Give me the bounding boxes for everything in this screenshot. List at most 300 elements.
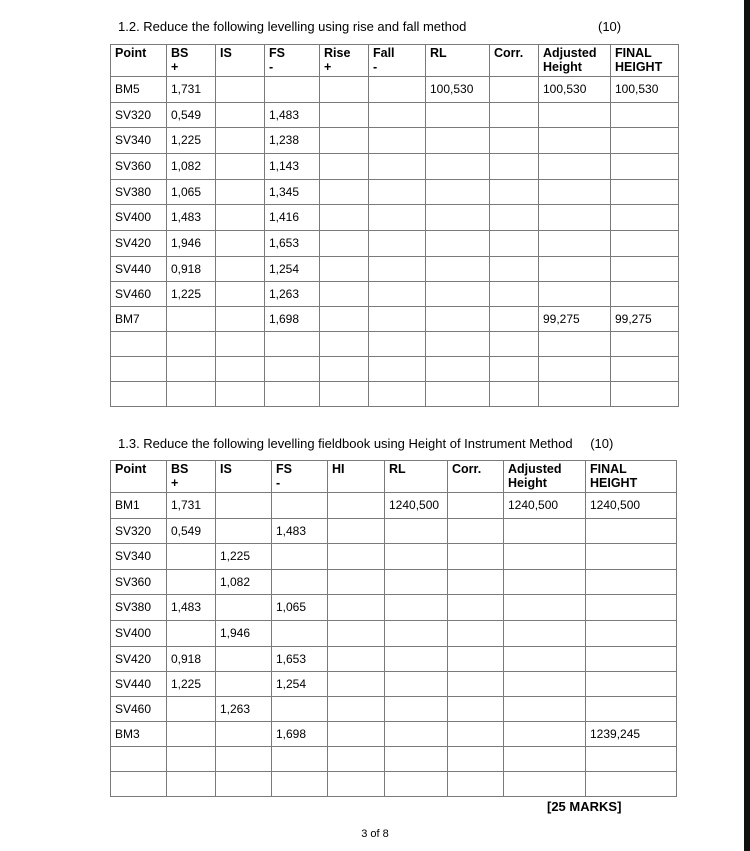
table-cell — [611, 332, 679, 357]
section2-title-text: 1.3. Reduce the following levelling fieldbook using Height of Instrument Method — [118, 436, 573, 451]
table-row — [111, 722, 677, 747]
table-cell — [328, 621, 385, 647]
table-cell — [426, 332, 490, 357]
table-cell — [385, 747, 448, 772]
table-cell — [320, 257, 369, 282]
table-cell — [490, 205, 539, 231]
table-cell — [216, 672, 272, 697]
table-cell — [426, 282, 490, 307]
table-cell — [320, 103, 369, 128]
table-cell — [586, 570, 677, 595]
column-header — [369, 45, 426, 77]
table-cell — [216, 103, 265, 128]
table-cell — [539, 257, 611, 282]
table-cell: 1,731 — [167, 77, 216, 103]
table-cell — [216, 332, 265, 357]
table-cell — [320, 128, 369, 154]
column-header — [611, 45, 679, 77]
table-cell — [611, 103, 679, 128]
table-cell — [448, 621, 504, 647]
table-cell — [369, 154, 426, 180]
column-header — [328, 461, 385, 493]
column-header-label: Rise — [324, 46, 351, 60]
table-cell — [426, 154, 490, 180]
table-cell — [586, 595, 677, 621]
table-cell — [611, 154, 679, 180]
column-header-sublabel: - — [269, 60, 274, 74]
table-cell — [385, 772, 448, 797]
table-cell: 1240,500 — [586, 493, 677, 519]
table-cell — [320, 307, 369, 332]
table-cell — [539, 357, 611, 382]
table-cell — [448, 519, 504, 544]
table-cell: SV400 — [111, 205, 167, 231]
table-cell — [448, 722, 504, 747]
table-header-row — [111, 45, 679, 77]
table-cell — [216, 519, 272, 544]
column-header — [265, 45, 320, 77]
table-row — [111, 747, 677, 772]
table-cell — [328, 544, 385, 570]
table-cell — [111, 747, 167, 772]
table-cell: 0,549 — [167, 103, 216, 128]
table-cell — [369, 357, 426, 382]
column-header-sublabel: + — [171, 476, 179, 490]
table-cell — [490, 357, 539, 382]
table-cell — [369, 77, 426, 103]
table-cell — [216, 747, 272, 772]
table-cell — [490, 307, 539, 332]
table-cell — [385, 647, 448, 672]
table-cell — [586, 519, 677, 544]
table-cell — [611, 357, 679, 382]
table-cell: BM3 — [111, 722, 167, 747]
table-cell — [320, 332, 369, 357]
column-header — [448, 461, 504, 493]
table-cell — [490, 282, 539, 307]
column-header-label: FINAL — [615, 46, 652, 60]
table-cell — [586, 647, 677, 672]
table-cell — [216, 307, 265, 332]
table-cell: SV460 — [111, 282, 167, 307]
table-cell — [586, 747, 677, 772]
table-cell — [539, 154, 611, 180]
table-cell — [504, 621, 586, 647]
column-header — [504, 461, 586, 493]
table-cell — [586, 544, 677, 570]
column-header-label: Adjusted — [508, 462, 562, 476]
table-cell — [369, 382, 426, 407]
table-cell — [167, 747, 216, 772]
table-cell: 100,530 — [539, 77, 611, 103]
table-cell — [216, 180, 265, 205]
table-cell: 0,918 — [167, 257, 216, 282]
table-row — [111, 544, 677, 570]
table-cell — [426, 257, 490, 282]
table-cell: 1,082 — [216, 570, 272, 595]
table-row — [111, 128, 679, 154]
table-cell: 0,549 — [167, 519, 216, 544]
table-cell — [504, 595, 586, 621]
table-cell: SV380 — [111, 180, 167, 205]
table-cell — [504, 519, 586, 544]
table-cell — [167, 570, 216, 595]
column-header-sublabel: + — [324, 60, 332, 74]
table-cell: 1,483 — [272, 519, 328, 544]
column-header-label: BS — [171, 462, 189, 476]
table-cell — [504, 722, 586, 747]
table-cell — [216, 595, 272, 621]
table-row — [111, 205, 679, 231]
table-row — [111, 493, 677, 519]
table-cell — [426, 180, 490, 205]
section2-title — [118, 436, 613, 451]
table-cell — [265, 77, 320, 103]
table-cell — [385, 544, 448, 570]
table-cell — [426, 307, 490, 332]
table-cell — [611, 231, 679, 257]
table-cell — [328, 519, 385, 544]
section1-marks: (10) — [598, 19, 622, 34]
table-cell — [490, 257, 539, 282]
table-row — [111, 647, 677, 672]
column-header — [385, 461, 448, 493]
table-cell — [504, 570, 586, 595]
table-cell: SV440 — [111, 257, 167, 282]
table-row — [111, 332, 679, 357]
table-cell — [426, 128, 490, 154]
table-cell — [216, 647, 272, 672]
page-edge — [744, 0, 750, 851]
table-cell — [539, 332, 611, 357]
table-cell — [272, 747, 328, 772]
table-cell — [385, 697, 448, 722]
table-cell: 1239,245 — [586, 722, 677, 747]
table-cell — [369, 257, 426, 282]
table-cell — [369, 205, 426, 231]
table-cell — [167, 307, 216, 332]
table-cell — [111, 772, 167, 797]
table-cell — [490, 231, 539, 257]
table-row — [111, 595, 677, 621]
section1-title-text: 1.2. Reduce the following levelling using rise and fall method — [118, 19, 467, 34]
table-cell: 1,263 — [216, 697, 272, 722]
table-cell — [265, 332, 320, 357]
table-cell — [167, 357, 216, 382]
column-header-label: Adjusted — [543, 46, 597, 60]
column-header-sublabel: HEIGHT — [615, 60, 663, 74]
column-header-label: Point — [115, 46, 147, 60]
table-cell — [216, 231, 265, 257]
table-cell: 1240,500 — [504, 493, 586, 519]
section2-marks: (10) — [590, 436, 614, 451]
table-cell — [320, 77, 369, 103]
table-cell — [611, 205, 679, 231]
table-cell — [167, 332, 216, 357]
table-cell: SV320 — [111, 519, 167, 544]
table-cell — [385, 595, 448, 621]
table-cell — [216, 382, 265, 407]
table-cell — [426, 231, 490, 257]
table-cell — [320, 180, 369, 205]
table-cell: 1,143 — [265, 154, 320, 180]
table-cell — [272, 621, 328, 647]
table-cell — [272, 570, 328, 595]
table-cell: 99,275 — [539, 307, 611, 332]
table-cell: SV460 — [111, 697, 167, 722]
table-cell — [369, 128, 426, 154]
height-of-instrument-table — [110, 460, 677, 797]
table-cell: 1,483 — [167, 205, 216, 231]
table-cell — [448, 544, 504, 570]
table-cell: 1,065 — [167, 180, 216, 205]
column-header-sublabel: - — [276, 476, 281, 490]
table-cell — [448, 647, 504, 672]
table-cell: SV440 — [111, 672, 167, 697]
table-cell — [490, 103, 539, 128]
total-marks: [25 MARKS] — [547, 799, 622, 814]
table-cell — [320, 205, 369, 231]
table-cell — [320, 231, 369, 257]
table-cell — [167, 621, 216, 647]
table-cell: SV420 — [111, 231, 167, 257]
column-header-sublabel: HEIGHT — [590, 476, 638, 490]
table-cell: BM7 — [111, 307, 167, 332]
table-cell — [369, 231, 426, 257]
table-cell: SV340 — [111, 544, 167, 570]
column-header-label: FS — [276, 462, 292, 476]
table-cell — [426, 357, 490, 382]
column-header — [216, 461, 272, 493]
table-cell — [611, 128, 679, 154]
table-cell — [328, 647, 385, 672]
column-header-label: RL — [430, 46, 447, 60]
table-cell — [328, 570, 385, 595]
table-cell — [385, 570, 448, 595]
table-cell — [328, 493, 385, 519]
table-cell: 1,946 — [216, 621, 272, 647]
column-header — [111, 45, 167, 77]
table-cell: 1,416 — [265, 205, 320, 231]
column-header-label: Fall — [373, 46, 395, 60]
table-cell — [328, 772, 385, 797]
table-cell: 1,225 — [167, 282, 216, 307]
table-cell — [586, 697, 677, 722]
table-cell — [167, 722, 216, 747]
table-cell: 1,082 — [167, 154, 216, 180]
table-cell — [539, 382, 611, 407]
table-row — [111, 154, 679, 180]
table-cell — [216, 493, 272, 519]
column-header — [167, 461, 216, 493]
table-cell: 100,530 — [611, 77, 679, 103]
table-cell: 1,225 — [167, 128, 216, 154]
table-cell — [369, 307, 426, 332]
table-cell: 1,254 — [272, 672, 328, 697]
table-cell — [265, 357, 320, 382]
table-cell — [448, 672, 504, 697]
column-header-label: Corr. — [452, 462, 482, 476]
table-row — [111, 103, 679, 128]
table-cell — [586, 621, 677, 647]
table-cell: 1,653 — [265, 231, 320, 257]
column-header — [426, 45, 490, 77]
table-cell: BM1 — [111, 493, 167, 519]
column-header-label: HI — [332, 462, 345, 476]
table-cell — [272, 493, 328, 519]
table-row — [111, 180, 679, 205]
table-row — [111, 307, 679, 332]
table-cell — [611, 257, 679, 282]
table-cell — [539, 128, 611, 154]
column-header-label: Corr. — [494, 46, 524, 60]
table-cell — [490, 332, 539, 357]
table-cell — [111, 332, 167, 357]
table-row — [111, 772, 677, 797]
section1-title — [118, 19, 466, 34]
table-cell: 1,946 — [167, 231, 216, 257]
page-number: 3 of 8 — [361, 828, 389, 840]
table-cell — [385, 672, 448, 697]
table-cell: 1,698 — [265, 307, 320, 332]
table-cell — [504, 544, 586, 570]
table-cell — [490, 382, 539, 407]
table-cell — [385, 519, 448, 544]
table-cell — [320, 154, 369, 180]
table-cell: 99,275 — [611, 307, 679, 332]
table-cell: SV360 — [111, 154, 167, 180]
table-cell — [328, 672, 385, 697]
table-cell — [216, 154, 265, 180]
table-cell — [167, 697, 216, 722]
table-cell — [448, 570, 504, 595]
table-cell — [448, 772, 504, 797]
table-cell: 100,530 — [426, 77, 490, 103]
table-row — [111, 357, 679, 382]
table-cell — [426, 103, 490, 128]
column-header — [586, 461, 677, 493]
table-row — [111, 77, 679, 103]
table-cell: SV360 — [111, 570, 167, 595]
table-row — [111, 672, 677, 697]
table-row — [111, 519, 677, 544]
table-cell: 1,065 — [272, 595, 328, 621]
table-cell — [216, 205, 265, 231]
column-header-label: IS — [220, 462, 232, 476]
table-cell — [272, 544, 328, 570]
table-cell — [216, 357, 265, 382]
table-cell: 1,225 — [167, 672, 216, 697]
table-row — [111, 382, 679, 407]
table-cell — [611, 282, 679, 307]
column-header-sublabel: - — [373, 60, 378, 74]
table-cell — [490, 128, 539, 154]
table-cell — [111, 382, 167, 407]
table-cell: 1,698 — [272, 722, 328, 747]
table-cell — [611, 382, 679, 407]
table-cell: 0,918 — [167, 647, 216, 672]
table-cell: SV380 — [111, 595, 167, 621]
table-row — [111, 697, 677, 722]
table-cell — [320, 357, 369, 382]
table-cell — [328, 595, 385, 621]
table-cell: SV420 — [111, 647, 167, 672]
table-cell: 1,238 — [265, 128, 320, 154]
table-cell: 1,254 — [265, 257, 320, 282]
table-cell — [490, 180, 539, 205]
column-header-label: RL — [389, 462, 406, 476]
table-cell — [216, 257, 265, 282]
column-header-label: IS — [220, 46, 232, 60]
table-cell: SV320 — [111, 103, 167, 128]
table-cell: 1,263 — [265, 282, 320, 307]
table-cell — [369, 332, 426, 357]
table-cell — [539, 103, 611, 128]
column-header — [272, 461, 328, 493]
column-header-sublabel: Height — [543, 60, 582, 74]
table-cell — [216, 772, 272, 797]
table-cell — [328, 722, 385, 747]
table-cell — [504, 772, 586, 797]
column-header — [167, 45, 216, 77]
table-cell: SV400 — [111, 621, 167, 647]
table-cell — [586, 672, 677, 697]
table-row — [111, 621, 677, 647]
table-cell — [504, 672, 586, 697]
table-cell — [369, 282, 426, 307]
table-cell — [320, 382, 369, 407]
table-cell — [369, 180, 426, 205]
table-cell — [216, 77, 265, 103]
table-cell — [448, 493, 504, 519]
table-row — [111, 282, 679, 307]
table-cell — [265, 382, 320, 407]
table-cell: 1240,500 — [385, 493, 448, 519]
table-cell — [611, 180, 679, 205]
column-header-label: Point — [115, 462, 147, 476]
table-cell — [490, 77, 539, 103]
table-cell — [426, 382, 490, 407]
table-cell — [490, 154, 539, 180]
table-cell — [328, 747, 385, 772]
table-header-row — [111, 461, 677, 493]
table-cell — [167, 544, 216, 570]
table-cell: SV340 — [111, 128, 167, 154]
column-header-sublabel: + — [171, 60, 179, 74]
column-header — [539, 45, 611, 77]
table-cell — [448, 595, 504, 621]
column-header-label: BS — [171, 46, 189, 60]
table-cell — [539, 180, 611, 205]
column-header — [216, 45, 265, 77]
table-cell: 1,483 — [167, 595, 216, 621]
table-cell: 1,345 — [265, 180, 320, 205]
column-header-label: FS — [269, 46, 285, 60]
table-cell: 1,225 — [216, 544, 272, 570]
table-cell — [385, 621, 448, 647]
table-cell — [167, 772, 216, 797]
table-cell — [448, 747, 504, 772]
column-header — [490, 45, 539, 77]
column-header-sublabel: Height — [508, 476, 547, 490]
table-row — [111, 231, 679, 257]
table-row — [111, 257, 679, 282]
table-cell — [426, 205, 490, 231]
table-cell — [385, 722, 448, 747]
column-header-label: FINAL — [590, 462, 627, 476]
table-cell — [320, 282, 369, 307]
table-cell — [216, 282, 265, 307]
